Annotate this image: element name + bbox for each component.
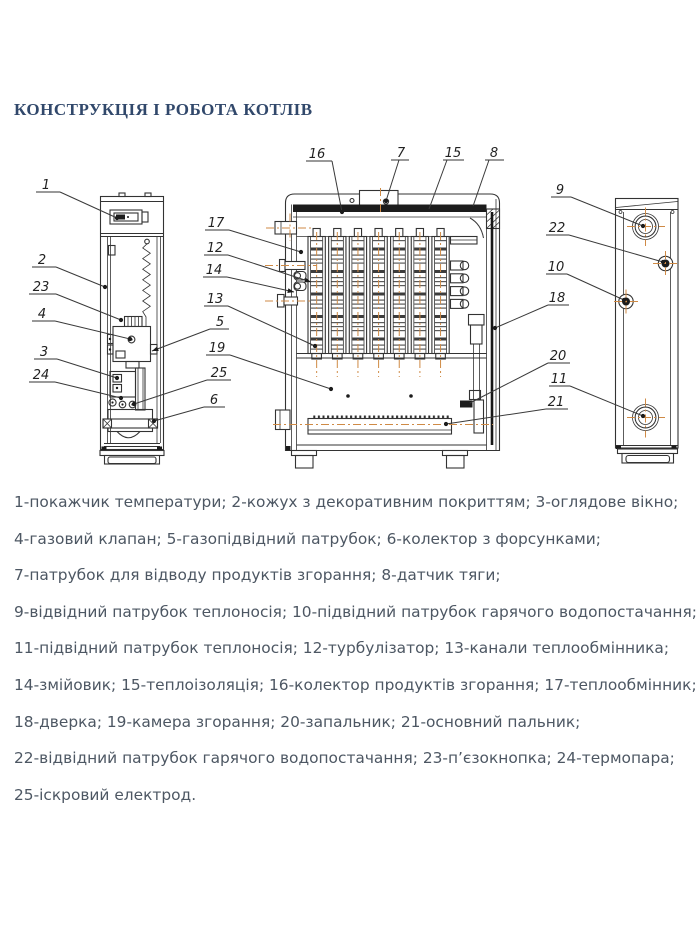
svg-text:3: 3: [39, 345, 49, 360]
boiler-back-view: [614, 199, 678, 464]
legend-line: 9-відвідний патрубок теплоносія; 10-підвідний патрубок гарячого водопостачання;: [14, 602, 697, 621]
svg-text:15: 15: [444, 146, 462, 161]
callout-18: [495, 291, 569, 328]
legend-line: 1-покажчик температури; 2-кожух з декоративним покриттям; 3-оглядове вікно;: [14, 493, 679, 511]
svg-text:9: 9: [555, 183, 565, 198]
svg-text:5: 5: [215, 315, 225, 330]
svg-text:19: 19: [208, 341, 226, 356]
legend-line: 14-змійовик; 15-теплоізоляція; 16-колектор продуктів згорання; 17-теплообмінник;: [14, 675, 697, 694]
legend-line: 22-відвідний патрубок гарячого водопостачання; 23-п’єзокнопка; 24-термопара;: [14, 749, 675, 768]
svg-text:1: 1: [41, 178, 51, 193]
svg-text:6: 6: [209, 393, 219, 408]
svg-text:7: 7: [396, 146, 406, 161]
svg-text:21: 21: [547, 395, 565, 410]
svg-text:23: 23: [32, 280, 50, 295]
svg-text:2: 2: [37, 253, 47, 268]
svg-text:10: 10: [547, 260, 565, 275]
svg-text:4: 4: [37, 307, 47, 322]
svg-text:17: 17: [207, 216, 225, 231]
svg-text:12: 12: [206, 241, 224, 256]
legend-line: 25-іскровий електрод.: [14, 785, 197, 804]
legend-line: 11-підвідний патрубок теплоносія; 12-турбулізатор; 13-канали теплообмінника;: [14, 639, 670, 658]
svg-text:18: 18: [548, 291, 566, 306]
legend-line: 7-патрубок для відводу продуктів згорання; 8-датчик тяги;: [14, 566, 501, 585]
legend-line: 4-газовий клапан; 5-газопідвідний патрубок; 6-колектор з форсунками;: [14, 529, 601, 548]
svg-text:14: 14: [205, 263, 223, 278]
page-title: КОНСТРУКЦІЯ І РОБОТА КОТЛІВ: [14, 100, 313, 119]
svg-text:22: 22: [548, 221, 566, 236]
callout-6: [154, 393, 225, 421]
svg-text:20: 20: [549, 349, 567, 364]
svg-text:13: 13: [206, 292, 224, 307]
flue-outlet-stub: [360, 191, 399, 207]
parts-legend: [14, 492, 696, 821]
boiler-front-view: [265, 188, 500, 468]
svg-text:24: 24: [32, 368, 50, 383]
svg-text:8: 8: [489, 146, 499, 161]
boiler-side-view: [100, 193, 164, 464]
svg-text:25: 25: [210, 366, 228, 381]
svg-text:11: 11: [550, 372, 568, 387]
svg-text:16: 16: [308, 147, 326, 162]
legend-line: 18-дверка; 19-камера згорання; 20-запальник; 21-основний пальник;: [14, 712, 581, 731]
